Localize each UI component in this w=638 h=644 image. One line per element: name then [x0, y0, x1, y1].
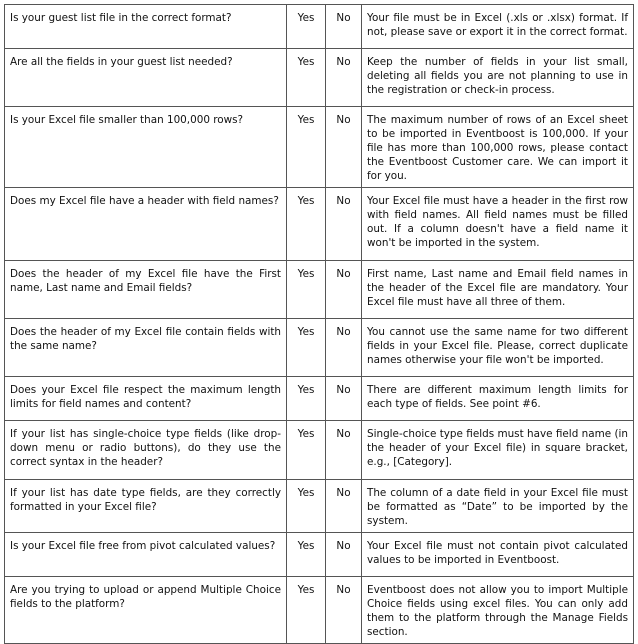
no-cell: No	[326, 319, 362, 377]
question-cell: Does the header of my Excel file have the First name, Last name and Email fields?	[5, 261, 287, 319]
answer-cell: Keep the number of fields in your list small, deleting all fields you are not planning to use in the registration or check-in process.	[362, 49, 634, 107]
answer-cell: The column of a date field in your Excel file must be formatted as “Date” to be imported by the system.	[362, 480, 634, 533]
yes-cell: Yes	[287, 188, 326, 261]
answer-cell: There are different maximum length limits for each type of fields. See point #6.	[362, 377, 634, 421]
question-cell: Is your guest list file in the correct format?	[5, 5, 287, 49]
no-cell: No	[326, 261, 362, 319]
no-cell: No	[326, 188, 362, 261]
no-cell: No	[326, 377, 362, 421]
question-cell: If your list has single-choice type fields (like drop-down menu or radio buttons), do they use the correct syntax in the header?	[5, 421, 287, 480]
yes-cell: Yes	[287, 480, 326, 533]
no-cell: No	[326, 577, 362, 644]
question-cell: Does my Excel file have a header with field names?	[5, 188, 287, 261]
question-cell: Is your Excel file smaller than 100,000 rows?	[5, 107, 287, 188]
yes-cell: Yes	[287, 533, 326, 577]
table-row	[5, 377, 634, 421]
table-row	[5, 319, 634, 377]
checklist-table	[4, 4, 634, 644]
table-row	[5, 577, 634, 644]
table-row	[5, 480, 634, 533]
yes-cell: Yes	[287, 49, 326, 107]
table-row	[5, 49, 634, 107]
yes-cell: Yes	[287, 107, 326, 188]
answer-cell: Your Excel file must not contain pivot calculated values to be imported in Eventboost.	[362, 533, 634, 577]
yes-cell: Yes	[287, 421, 326, 480]
yes-cell: Yes	[287, 319, 326, 377]
answer-cell: Single-choice type fields must have field name (in the header of your Excel file) in square bracket, e.g., [Category].	[362, 421, 634, 480]
answer-cell: The maximum number of rows of an Excel sheet to be imported in Eventboost is 100,000. If your file has more than 100,000 rows, please contact the Eventboost Customer care. We can import it for you.	[362, 107, 634, 188]
no-cell: No	[326, 533, 362, 577]
no-cell: No	[326, 421, 362, 480]
question-cell: Are all the fields in your guest list needed?	[5, 49, 287, 107]
answer-cell: Your file must be in Excel (.xls or .xlsx) format. If not, please save or export it in the correct format.	[362, 5, 634, 49]
no-cell: No	[326, 480, 362, 533]
no-cell: No	[326, 107, 362, 188]
no-cell: No	[326, 49, 362, 107]
question-cell: If your list has date type fields, are they correctly formatted in your Excel file?	[5, 480, 287, 533]
no-cell: No	[326, 5, 362, 49]
question-cell: Does the header of my Excel file contain fields with the same name?	[5, 319, 287, 377]
question-cell: Is your Excel file free from pivot calculated values?	[5, 533, 287, 577]
answer-cell: You cannot use the same name for two different fields in your Excel file. Please, correct duplicate names otherwise your file won't be imported.	[362, 319, 634, 377]
table-row	[5, 107, 634, 188]
answer-cell: Eventboost does not allow you to import Multiple Choice fields using excel files. You can only add them to the platform through the Manage Fields section.	[362, 577, 634, 644]
table-row	[5, 421, 634, 480]
table-row	[5, 188, 634, 261]
table-row	[5, 261, 634, 319]
yes-cell: Yes	[287, 261, 326, 319]
table-row	[5, 5, 634, 49]
answer-cell: First name, Last name and Email field names in the header of the Excel file are mandatory. Your Excel file must have all three of them.	[362, 261, 634, 319]
answer-cell: Your Excel file must have a header in the first row with field names. All field names must be filled out. If a column doesn't have a field name it won't be imported in the system.	[362, 188, 634, 261]
table-row	[5, 533, 634, 577]
yes-cell: Yes	[287, 577, 326, 644]
yes-cell: Yes	[287, 377, 326, 421]
question-cell: Are you trying to upload or append Multiple Choice fields to the platform?	[5, 577, 287, 644]
question-cell: Does your Excel file respect the maximum length limits for field names and content?	[5, 377, 287, 421]
yes-cell: Yes	[287, 5, 326, 49]
